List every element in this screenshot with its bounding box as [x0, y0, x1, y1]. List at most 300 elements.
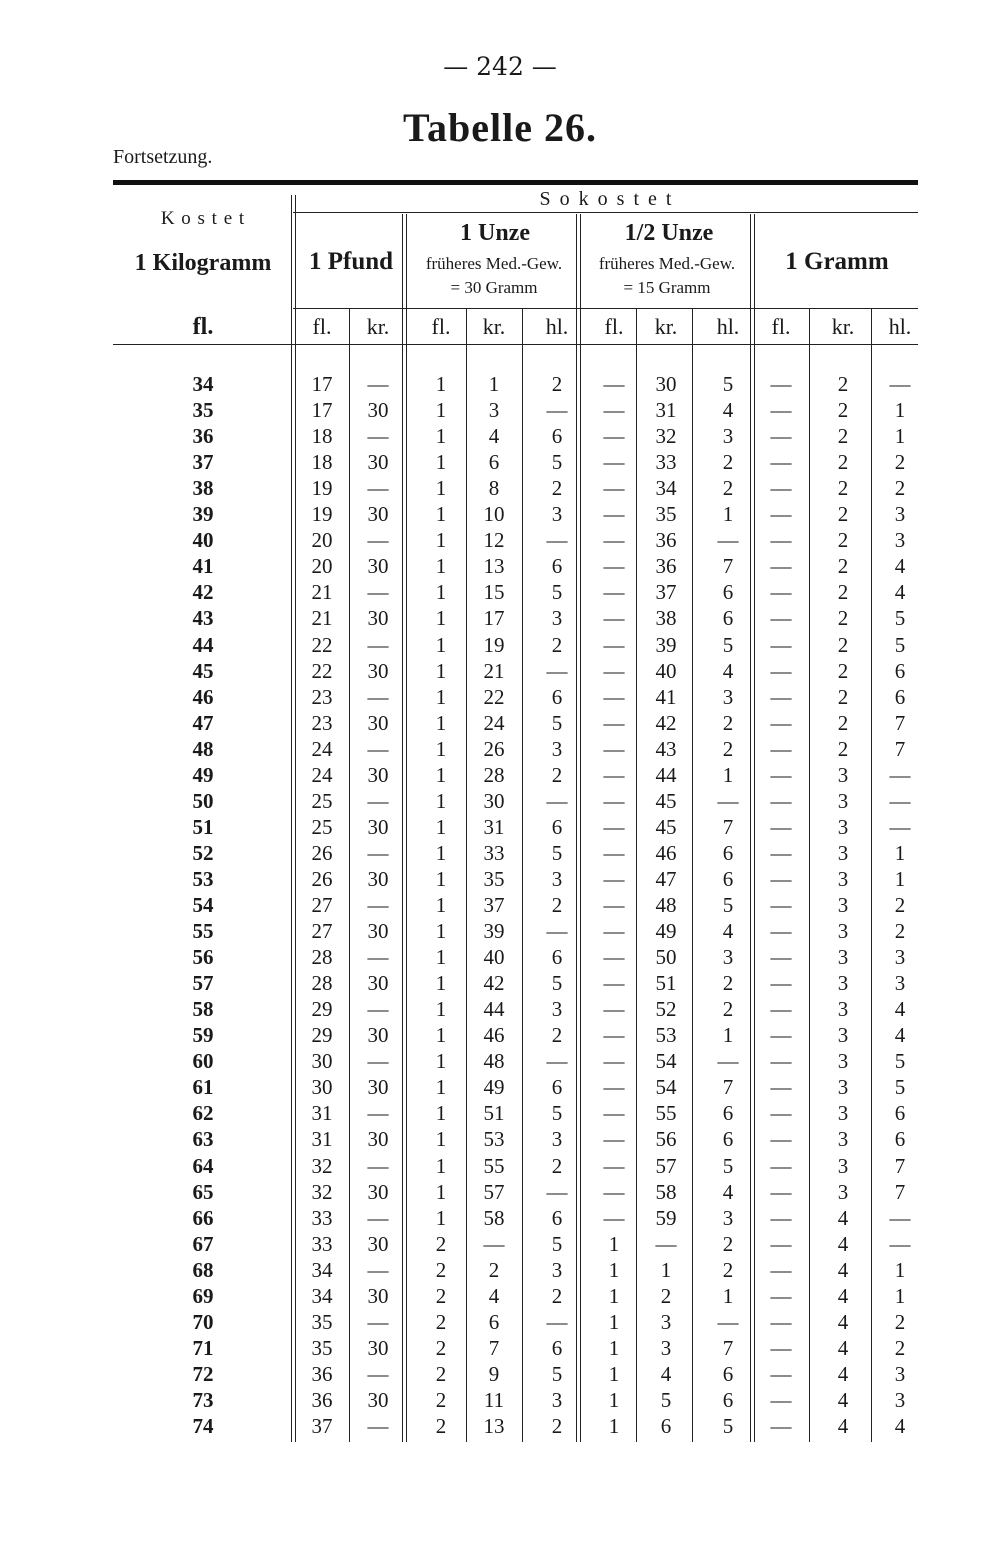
- table-cell: 44: [483, 997, 505, 1022]
- table-cell: 25: [311, 788, 333, 813]
- table-cell: 3: [722, 684, 734, 709]
- table-cell: —: [889, 762, 911, 787]
- table-cell: —: [770, 1309, 792, 1334]
- table-cell: 30: [367, 762, 389, 787]
- table-cell: 57: [483, 1179, 505, 1204]
- table-cell: 30: [367, 866, 389, 891]
- unit-label: fl.: [771, 314, 791, 339]
- table-cell: —: [367, 528, 389, 553]
- row-label: 42: [192, 580, 214, 605]
- row-label: 39: [192, 502, 214, 527]
- row-label: 48: [192, 736, 214, 761]
- table-cell: 30: [367, 450, 389, 475]
- table-cell: 2: [837, 502, 849, 527]
- table-cell: 45: [655, 788, 677, 813]
- table-cell: 5: [551, 971, 563, 996]
- table-cell: 3: [837, 1049, 849, 1074]
- table-cell: 6: [722, 606, 734, 631]
- table-cell: 1: [608, 1309, 620, 1334]
- halbunze-sub1: früheres Med.-Gew.: [598, 254, 736, 273]
- unit-label: kr.: [654, 314, 678, 339]
- table-cell: 5: [551, 710, 563, 735]
- table-cell: 2: [660, 1283, 672, 1308]
- table-cell: —: [770, 1049, 792, 1074]
- divider: [291, 195, 292, 1442]
- table-cell: 2: [894, 450, 906, 475]
- table-cell: 2: [722, 1257, 734, 1282]
- table-cell: 53: [655, 1023, 677, 1048]
- table-cell: —: [770, 658, 792, 683]
- table-cell: 1: [435, 1127, 447, 1152]
- table-cell: 2: [837, 450, 849, 475]
- table-cell: 2: [837, 736, 849, 761]
- table-cell: 1: [435, 528, 447, 553]
- unit-label: fl.: [312, 314, 332, 339]
- table-cell: —: [603, 502, 625, 527]
- table-cell: 35: [311, 1309, 333, 1334]
- row-label: 74: [192, 1414, 214, 1438]
- table-cell: 3: [837, 971, 849, 996]
- table-cell: 1: [435, 554, 447, 579]
- table-cell: 30: [367, 1023, 389, 1048]
- kilogramm-header: 1 Kilogramm: [134, 250, 272, 276]
- table-cell: —: [603, 997, 625, 1022]
- table-cell: 2: [551, 632, 563, 657]
- table-cell: 6: [894, 658, 906, 683]
- table-cell: 2: [551, 762, 563, 787]
- table-cell: —: [603, 606, 625, 631]
- table-cell: 5: [894, 1049, 906, 1074]
- row-label: 44: [192, 632, 214, 657]
- row-label: 46: [192, 684, 214, 709]
- row-label: 38: [192, 476, 214, 501]
- table-cell: 34: [311, 1257, 333, 1282]
- table-cell: —: [770, 1361, 792, 1386]
- table-cell: —: [603, 971, 625, 996]
- table-cell: 2: [837, 606, 849, 631]
- table-cell: 1: [608, 1231, 620, 1256]
- table-cell: 3: [837, 866, 849, 891]
- table-cell: 1: [608, 1361, 620, 1386]
- page-number: — 242 —: [443, 52, 557, 81]
- table-cell: —: [770, 971, 792, 996]
- table-cell: 13: [483, 1414, 505, 1438]
- table-cell: 3: [837, 1153, 849, 1178]
- table-cell: 6: [894, 1101, 906, 1126]
- table-cell: 3: [551, 736, 563, 761]
- table-cell: 6: [488, 450, 500, 475]
- table-cell: 5: [894, 606, 906, 631]
- row-label: 62: [192, 1101, 214, 1126]
- table-cell: 2: [435, 1335, 447, 1360]
- table-cell: 6: [894, 684, 906, 709]
- table-cell: 13: [483, 554, 505, 579]
- table-cell: 28: [311, 945, 333, 970]
- table-cell: 7: [722, 1075, 734, 1100]
- table-cell: —: [603, 866, 625, 891]
- table-cell: 20: [311, 528, 333, 553]
- table-cell: 1: [435, 1153, 447, 1178]
- table-cell: —: [770, 893, 792, 917]
- table-cell: 5: [660, 1387, 672, 1412]
- table-cell: 31: [655, 398, 677, 423]
- table-cell: 1: [722, 1283, 734, 1308]
- table-cell: 3: [894, 971, 906, 996]
- table-cell: 6: [722, 1387, 734, 1412]
- table-cell: 1: [435, 893, 447, 917]
- table-cell: 3: [660, 1309, 672, 1334]
- table-cell: 4: [894, 554, 906, 579]
- table-cell: 1: [660, 1257, 672, 1282]
- table-cell: 2: [837, 710, 849, 735]
- table-cell: 2: [551, 1153, 563, 1178]
- continuation-label: Fortsetzung.: [113, 146, 213, 168]
- table-cell: 3: [837, 1179, 849, 1204]
- table-cell: 3: [837, 919, 849, 944]
- table-cell: 47: [655, 866, 677, 891]
- table-cell: —: [367, 632, 389, 657]
- table-cell: 1: [894, 398, 906, 423]
- table-cell: 2: [837, 398, 849, 423]
- table-cell: 58: [655, 1179, 677, 1204]
- table-cell: 37: [483, 893, 505, 917]
- row-label: 61: [192, 1075, 214, 1100]
- table-cell: 30: [367, 971, 389, 996]
- table-cell: 7: [722, 554, 734, 579]
- table-cell: 30: [367, 1231, 389, 1256]
- table-cell: 2: [551, 1023, 563, 1048]
- table-cell: 46: [483, 1023, 505, 1048]
- table-cell: 1: [722, 1023, 734, 1048]
- table-cell: 29: [311, 1023, 333, 1048]
- row-label: 67: [192, 1231, 214, 1256]
- table-cell: 7: [894, 736, 906, 761]
- table-cell: 6: [488, 1309, 500, 1334]
- table-cell: 4: [722, 919, 734, 944]
- table-cell: 5: [722, 1153, 734, 1178]
- table-cell: —: [603, 1127, 625, 1152]
- table-cell: 1: [435, 971, 447, 996]
- table-cell: —: [483, 1231, 505, 1256]
- table-cell: 1: [435, 788, 447, 813]
- row-label: 37: [192, 450, 214, 475]
- table-cell: —: [889, 1231, 911, 1256]
- table-cell: —: [367, 997, 389, 1022]
- table-cell: 4: [894, 1414, 906, 1438]
- units-rule-top: [293, 308, 918, 309]
- table-cell: 2: [837, 658, 849, 683]
- row-label: 52: [192, 840, 214, 865]
- table-cell: 9: [488, 1361, 500, 1386]
- table-cell: 3: [551, 1257, 563, 1282]
- table-cell: 1: [435, 814, 447, 839]
- table-cell: 5: [722, 372, 734, 396]
- table-cell: —: [770, 1387, 792, 1412]
- unit-label: kr.: [366, 314, 390, 339]
- table-cell: —: [603, 1205, 625, 1230]
- table-cell: 1: [435, 1049, 447, 1074]
- table-cell: 1: [894, 424, 906, 449]
- table-cell: —: [603, 788, 625, 813]
- table-cell: 3: [894, 1361, 906, 1386]
- table-cell: 4: [837, 1387, 849, 1412]
- divider: [754, 214, 755, 1442]
- table-cell: —: [603, 372, 625, 396]
- table-cell: 3: [551, 1387, 563, 1412]
- table-cell: —: [603, 1075, 625, 1100]
- table-cell: —: [770, 632, 792, 657]
- table-cell: 30: [367, 398, 389, 423]
- row-label: 49: [192, 762, 214, 787]
- table-cell: 55: [483, 1153, 505, 1178]
- table-cell: —: [603, 424, 625, 449]
- table-cell: —: [367, 736, 389, 761]
- table-cell: —: [367, 476, 389, 501]
- table-cell: —: [770, 1101, 792, 1126]
- table-cell: —: [367, 788, 389, 813]
- table-cell: 1: [894, 1283, 906, 1308]
- table-cell: 19: [311, 502, 333, 527]
- table-cell: 6: [551, 554, 563, 579]
- table-cell: 1: [435, 840, 447, 865]
- divider: [466, 308, 467, 1442]
- table-cell: 30: [367, 1387, 389, 1412]
- table-cell: —: [367, 1101, 389, 1126]
- table-cell: —: [603, 814, 625, 839]
- table-cell: 36: [311, 1361, 333, 1386]
- table-cell: 7: [894, 1153, 906, 1178]
- row-label: 43: [192, 606, 214, 631]
- row-label: 72: [192, 1361, 214, 1386]
- table-cell: 54: [655, 1049, 677, 1074]
- table-cell: 36: [311, 1387, 333, 1412]
- table-cell: —: [603, 945, 625, 970]
- table-cell: 48: [655, 893, 677, 917]
- table-cell: 3: [837, 1075, 849, 1100]
- table-cell: 3: [551, 606, 563, 631]
- table-cell: 1: [435, 398, 447, 423]
- table-cell: 6: [722, 866, 734, 891]
- table-cell: —: [603, 580, 625, 605]
- table-cell: 19: [483, 632, 505, 657]
- table-cell: 5: [894, 632, 906, 657]
- table-cell: 4: [894, 580, 906, 605]
- unit-label: hl.: [716, 314, 740, 339]
- table-cell: 4: [722, 398, 734, 423]
- table-cell: 11: [483, 1387, 505, 1412]
- table-cell: —: [770, 1153, 792, 1178]
- table-cell: 37: [311, 1414, 333, 1438]
- unit-label: fl.: [431, 314, 451, 339]
- table-cell: 48: [483, 1049, 505, 1074]
- table-cell: —: [546, 788, 568, 813]
- table-cell: 2: [894, 1309, 906, 1334]
- table-cell: —: [770, 684, 792, 709]
- table-cell: 5: [722, 632, 734, 657]
- table-cell: —: [770, 710, 792, 735]
- table-cell: 2: [837, 476, 849, 501]
- table-cell: 5: [551, 450, 563, 475]
- table-cell: —: [367, 1257, 389, 1282]
- table-cell: —: [603, 736, 625, 761]
- table-cell: 23: [311, 710, 333, 735]
- table-cell: —: [770, 1335, 792, 1360]
- table-cell: —: [603, 476, 625, 501]
- divider: [636, 308, 637, 1442]
- table-cell: 4: [837, 1309, 849, 1334]
- table-cell: 4: [837, 1205, 849, 1230]
- table-cell: 6: [551, 684, 563, 709]
- table-cell: —: [717, 1049, 739, 1074]
- table-cell: 3: [551, 502, 563, 527]
- table-cell: 5: [551, 1101, 563, 1126]
- table-cell: 54: [655, 1075, 677, 1100]
- table-cell: 4: [837, 1257, 849, 1282]
- table-cell: 23: [311, 684, 333, 709]
- table-cell: 4: [660, 1361, 672, 1386]
- table-cell: —: [717, 788, 739, 813]
- halbunze-sub2: = 15 Gramm: [623, 278, 711, 297]
- table-cell: 2: [894, 919, 906, 944]
- table-cell: 3: [837, 1127, 849, 1152]
- table-cell: 3: [837, 1101, 849, 1126]
- divider: [809, 308, 810, 1442]
- table-cell: 2: [722, 736, 734, 761]
- table-cell: 4: [722, 658, 734, 683]
- table-cell: —: [546, 919, 568, 944]
- table-cell: —: [770, 554, 792, 579]
- table-cell: 39: [483, 919, 505, 944]
- table-cell: 26: [311, 866, 333, 891]
- table-cell: —: [889, 1205, 911, 1230]
- table-cell: 3: [894, 528, 906, 553]
- row-label: 64: [192, 1153, 214, 1178]
- table-cell: 1: [435, 372, 447, 396]
- table-cell: 34: [311, 1283, 333, 1308]
- table-cell: —: [770, 866, 792, 891]
- row-label: 36: [192, 424, 214, 449]
- table-cell: —: [770, 762, 792, 787]
- divider: [522, 308, 523, 1442]
- table-cell: 45: [655, 814, 677, 839]
- table-cell: 30: [367, 1335, 389, 1360]
- table-cell: 5: [722, 1414, 734, 1438]
- table-cell: —: [603, 1023, 625, 1048]
- table-cell: —: [770, 840, 792, 865]
- table-cell: 2: [435, 1361, 447, 1386]
- table-cell: 1: [435, 632, 447, 657]
- table-cell: —: [770, 476, 792, 501]
- table-cell: 1: [435, 736, 447, 761]
- table-cell: 24: [311, 762, 333, 787]
- table-cell: 6: [551, 1075, 563, 1100]
- units-rule-bottom: [113, 344, 918, 345]
- table-cell: —: [367, 1361, 389, 1386]
- table-cell: 1: [608, 1335, 620, 1360]
- table-cell: 6: [551, 814, 563, 839]
- table-title: Tabelle 26.: [403, 105, 597, 150]
- table-cell: 1: [894, 840, 906, 865]
- table-cell: —: [367, 1153, 389, 1178]
- table-cell: —: [603, 528, 625, 553]
- table-cell: 32: [655, 424, 677, 449]
- table-cell: 2: [837, 580, 849, 605]
- table-cell: 34: [655, 476, 677, 501]
- row-label: 54: [192, 893, 214, 917]
- table-cell: —: [603, 450, 625, 475]
- table-cell: 22: [311, 658, 333, 683]
- table-cell: 3: [660, 1335, 672, 1360]
- table-cell: 1: [894, 1257, 906, 1282]
- table-cell: 4: [837, 1361, 849, 1386]
- table-cell: 2: [722, 1231, 734, 1256]
- table-cell: —: [603, 1179, 625, 1204]
- table-cell: 3: [722, 424, 734, 449]
- divider: [750, 214, 751, 1442]
- table-cell: 52: [655, 997, 677, 1022]
- table-cell: 1: [435, 945, 447, 970]
- table-cell: 27: [311, 919, 333, 944]
- table-cell: 32: [311, 1153, 333, 1178]
- table-cell: —: [770, 1179, 792, 1204]
- table-cell: 51: [483, 1101, 505, 1126]
- table-cell: 1: [435, 997, 447, 1022]
- row-label: 71: [192, 1335, 214, 1360]
- table-cell: 4: [837, 1231, 849, 1256]
- table-cell: 36: [655, 554, 677, 579]
- table-cell: 30: [367, 606, 389, 631]
- table-cell: —: [770, 398, 792, 423]
- table-cell: 3: [894, 1387, 906, 1412]
- table-cell: 5: [894, 1075, 906, 1100]
- table-cell: 2: [551, 372, 563, 396]
- table-cell: 3: [722, 1205, 734, 1230]
- table-cell: 1: [435, 1179, 447, 1204]
- table-cell: 2: [435, 1231, 447, 1256]
- table-cell: 1: [722, 502, 734, 527]
- table-cell: 3: [722, 945, 734, 970]
- header-rule: [293, 212, 918, 213]
- table-cell: 6: [722, 1101, 734, 1126]
- table-cell: 1: [435, 580, 447, 605]
- table-cell: 3: [837, 788, 849, 813]
- table-cell: 17: [483, 606, 505, 631]
- row-label: 58: [192, 997, 214, 1022]
- table-cell: —: [603, 762, 625, 787]
- row-label: 65: [192, 1179, 214, 1204]
- table-cell: 12: [483, 528, 505, 553]
- table-cell: 2: [837, 554, 849, 579]
- table-cell: 5: [551, 1361, 563, 1386]
- table-cell: —: [367, 1049, 389, 1074]
- row-label: 73: [192, 1387, 214, 1412]
- table-cell: 2: [551, 1283, 563, 1308]
- table-cell: —: [770, 372, 792, 396]
- table-cell: 2: [894, 893, 906, 917]
- table-cell: —: [367, 1414, 389, 1438]
- table-cell: —: [770, 528, 792, 553]
- row-label: 47: [192, 710, 214, 735]
- table-cell: 30: [367, 919, 389, 944]
- table-cell: 2: [722, 971, 734, 996]
- table-cell: —: [770, 606, 792, 631]
- table-cell: 3: [551, 997, 563, 1022]
- table-cell: —: [603, 554, 625, 579]
- table-cell: 2: [551, 893, 563, 917]
- table-cell: 32: [311, 1179, 333, 1204]
- table-cell: —: [546, 1049, 568, 1074]
- table-cell: 2: [722, 450, 734, 475]
